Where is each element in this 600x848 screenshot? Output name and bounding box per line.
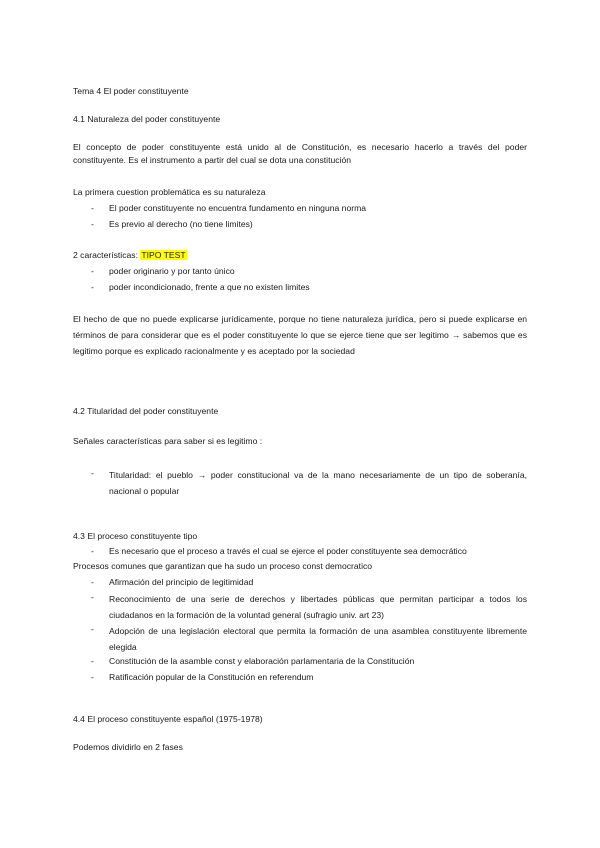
bullet-dash: - (91, 624, 94, 634)
characteristics-line: 2 características: TIPO TEST (73, 250, 186, 260)
section-4-1-paragraph-2: La primera cuestion problemática es su naturaleza (73, 187, 266, 197)
section-4-1-paragraph-3: El hecho de que no puede explicarse jurídicamente, porque no tiene naturaleza jurídica, pero si puede explicarse en términos de para considerar que es el poder constituyente lo que se ejerce tiene que ser legitimo → sabemos que es legitimo porque es explicado racionalmente y es aceptado por la sociedad (73, 314, 527, 356)
characteristics-list: - poder originario y por tanto único - poder incondicionado, frente a que no existen limites (91, 266, 310, 292)
bullet-dash: - (91, 592, 94, 602)
bullet-dash: - (91, 266, 94, 276)
bullet-dash: - (91, 656, 94, 666)
bullet-dash: - (91, 219, 94, 229)
section-4-4-heading: 4.4 El proceso constituyente español (1975-1978) (73, 714, 263, 724)
bullet-dash: - (91, 577, 94, 587)
section-4-4-paragraph-1: Podemos dividirlo en 2 fases (73, 742, 183, 752)
section-4-1-paragraph-1: El concepto de poder constituyente está unido al de Constitución, es necesario hacerlo a través del poder constituyente. Es el instrumento a partir del cual se dota una constitución (73, 142, 527, 165)
bullet-dash: - (91, 546, 94, 556)
process-first-item: - Es necesario que el proceso a través el cual se ejerce el poder constituyente sea democrático (91, 546, 467, 556)
section-4-2-paragraph-1: Señales características para saber si es legitimo : (73, 436, 263, 446)
bullet-dash: - (91, 282, 94, 292)
section-4-1-heading: 4.1 Naturaleza del poder constituyente (73, 114, 221, 124)
common-processes-line: Procesos comunes que garantizan que ha sudo un proceso const democratico (73, 561, 373, 571)
document-title: Tema 4 El poder constituyente (73, 86, 189, 96)
ownership-list: - Titularidad: el pueblo → poder constitucional va de la mano necesariamente de un tipo de soberanía, nacional o popular (91, 468, 527, 496)
tipo-test-highlight: TIPO TEST (141, 250, 186, 260)
section-4-3-heading: 4.3 El proceso constituyente tipo (73, 531, 198, 541)
nature-list: - El poder constituyente no encuentra fundamento en ninguna norma - Es previo al derecho (no tiene limites) (91, 203, 367, 229)
bullet-dash: - (91, 468, 94, 478)
bullet-dash: - (91, 672, 94, 682)
process-list: - Afirmación del principio de legitimidad - Reconocimiento de una serie de derechos y libertades públicas que permitan participar a todos los ciudadanos en la formación de la voluntad general (sufragio univ. art 23) - Adopción de una legislación electoral que permita la formación de una asamblea constituyente libremente elegida - Constitución de la asamble const y elaboración parlamentaria de la Constitución - Ratificación popular de la Constitución en referendum (91, 577, 527, 682)
bullet-dash: - (91, 203, 94, 213)
section-4-2-heading: 4.2 Titularidad del poder constituyente (73, 406, 219, 416)
